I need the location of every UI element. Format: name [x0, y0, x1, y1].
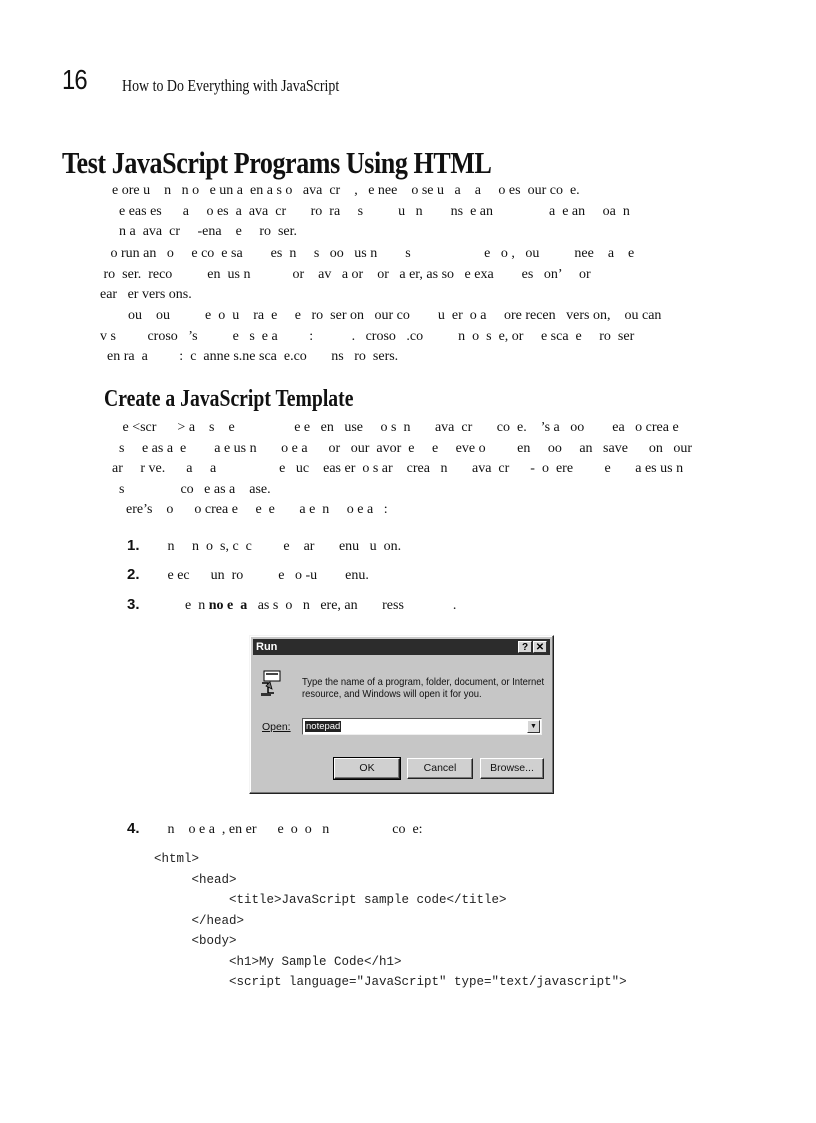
dropdown-arrow-icon[interactable]: ▼: [527, 720, 540, 733]
step-number: 4.: [127, 820, 140, 837]
dialog-message-line: Type the name of a program, folder, document, or Internet: [302, 676, 545, 688]
paragraph-template: e <scr > a s e e e en use o s n ava cr co e. ’s a oo ea o crea e s e as a e a e us n o e a or our avor e e eve o en oo an save on our ar r ve. a a e uc eas er o s ar crea n ava cr - o ere e a es us n s co e as a ase.: [112, 420, 693, 497]
step-3: [127, 596, 456, 614]
step-text: as s o n ere, an ress .: [247, 598, 457, 613]
dialog-title-bar[interactable]: [253, 639, 550, 655]
step-number: 1.: [127, 537, 140, 554]
step-2: [127, 566, 369, 584]
cancel-button[interactable]: Cancel: [407, 758, 473, 779]
paragraph-upgrade: ou ou e o u ra e e ro ser on our co u er o a ore recen vers on, ou can v s croso ’s e s e a : . croso .co n o s e, or e sca e ro ser en ra a : c anne s.ne sca e.co ns ro sers.: [100, 308, 662, 364]
running-title: How to Do Everything with JavaScript: [122, 76, 340, 95]
open-label: Open:: [262, 721, 291, 733]
ok-button[interactable]: OK: [334, 758, 400, 779]
help-button[interactable]: ?: [518, 641, 532, 653]
step-number: 3.: [127, 596, 140, 613]
step-text: e ec un ro e o -u enu.: [157, 568, 369, 583]
step-number: 2.: [127, 566, 140, 583]
dialog-title: Run: [256, 641, 278, 653]
open-combobox[interactable]: [302, 718, 542, 735]
step-4: [127, 820, 423, 838]
browse-button[interactable]: Browse...: [480, 758, 544, 779]
close-button[interactable]: ✕: [533, 641, 547, 653]
page-number: 16: [62, 64, 87, 95]
step-1: [127, 537, 401, 555]
section-heading-test: Test JavaScript Programs Using HTML: [62, 145, 492, 180]
open-input-value[interactable]: notepad: [306, 721, 341, 732]
dialog-message: [302, 676, 545, 700]
step-text: n o e a , en er e o o n co e:: [157, 822, 423, 837]
run-program-icon: [260, 669, 282, 697]
section-heading-template: Create a JavaScript Template: [104, 386, 354, 412]
paragraph-browser: o run an o e co e sa es n s oo us n s e o , ou nee a e ro ser. reco en us n or av a or or a er, as so e exa es on’ or ear er vers ons.: [100, 246, 635, 302]
dialog-message-line: resource, and Windows will open it for you.: [302, 688, 482, 700]
run-dialog: [249, 635, 554, 794]
code-listing: <html> <head> <title>JavaScript sample code</title> </head> <body> <h1>My Sample Code</h1> <script language="JavaScript" type="text/javascript">: [154, 852, 627, 989]
paragraph-howto: ere’s o o crea e e e a e n o e a :: [112, 502, 388, 517]
paragraph-intro: e ore u n n o e un a en a s o ava cr , e nee o se u a a o es our co e. e eas es a o es a ava cr ro ra s u n ns e an a e an oa n n a ava cr -ena e ro ser.: [112, 183, 630, 239]
step-text: n n o s, c c e ar enu u on.: [157, 539, 402, 554]
step-text-bold: no e a: [208, 598, 248, 613]
step-text: e n: [157, 598, 209, 613]
